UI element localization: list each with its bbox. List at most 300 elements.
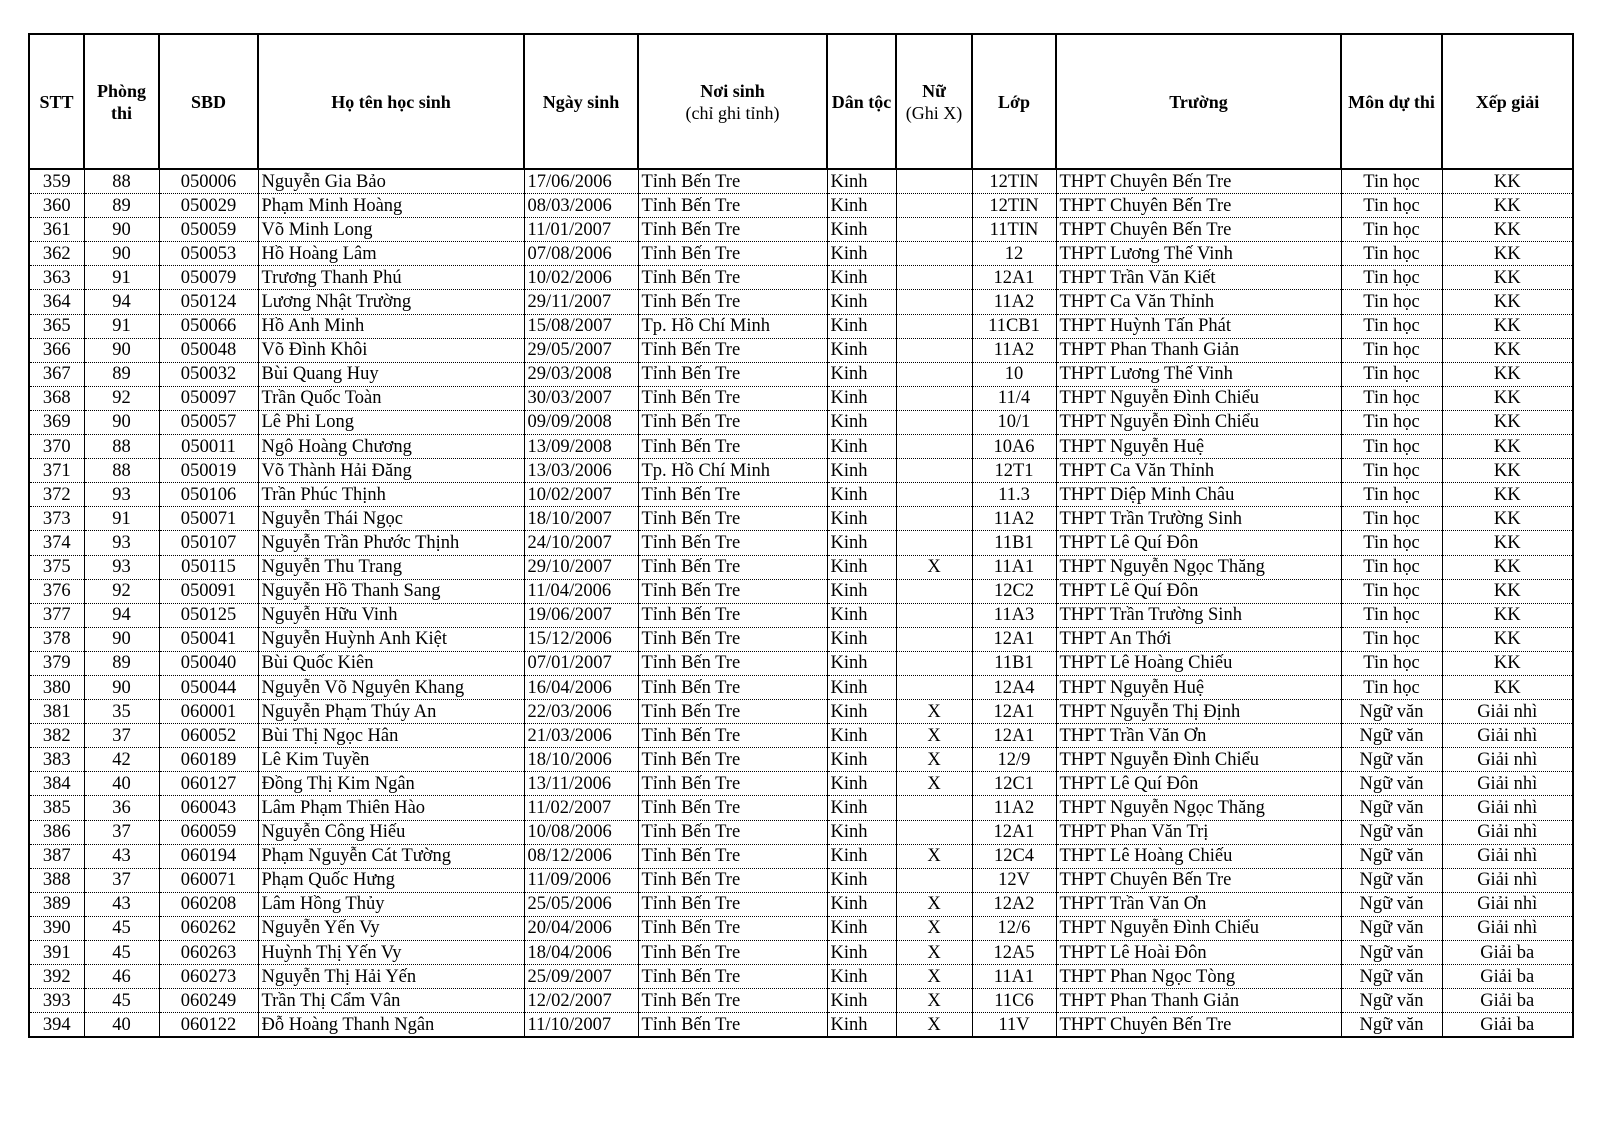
table-row (29, 892, 1573, 916)
table-row (29, 796, 1573, 820)
cell-truong: THPT Nguyễn Đình Chiểu (1056, 916, 1341, 940)
cell-stt: 375 (29, 555, 84, 579)
cell-truong: THPT Lê Hoàng Chiếu (1056, 844, 1341, 868)
header-dan-toc: Dân tộc (827, 34, 896, 169)
cell-stt: 379 (29, 651, 84, 675)
cell-nu: X (896, 724, 972, 748)
table-row (29, 844, 1573, 868)
cell-mon-du-thi: Tin học (1341, 290, 1442, 314)
cell-xep-giai: KK (1442, 651, 1573, 675)
cell-mon-du-thi: Tin học (1341, 627, 1442, 651)
header-nu (896, 34, 972, 169)
cell-ngay-sinh: 15/12/2006 (524, 627, 638, 651)
cell-dan-toc: Kinh (827, 965, 896, 989)
cell-nu (896, 796, 972, 820)
cell-stt: 365 (29, 314, 84, 338)
cell-nu: X (896, 916, 972, 940)
cell-noi-sinh: Tỉnh Bến Tre (638, 941, 827, 965)
cell-lop: 12C2 (972, 579, 1056, 603)
cell-nu: X (896, 844, 972, 868)
cell-nu (896, 386, 972, 410)
cell-truong: THPT Nguyễn Huệ (1056, 435, 1341, 459)
table-row (29, 820, 1573, 844)
cell-sbd: 060262 (159, 916, 258, 940)
cell-phong-thi: 46 (84, 965, 159, 989)
cell-noi-sinh: Tỉnh Bến Tre (638, 892, 827, 916)
cell-stt: 362 (29, 242, 84, 266)
cell-xep-giai: Giải ba (1442, 941, 1573, 965)
cell-xep-giai: Giải nhì (1442, 916, 1573, 940)
cell-dan-toc: Kinh (827, 844, 896, 868)
cell-mon-du-thi: Ngữ văn (1341, 1013, 1442, 1038)
cell-mon-du-thi: Tin học (1341, 266, 1442, 290)
cell-xep-giai: Giải nhì (1442, 892, 1573, 916)
cell-xep-giai: KK (1442, 555, 1573, 579)
cell-ngay-sinh: 15/08/2007 (524, 314, 638, 338)
cell-ngay-sinh: 18/04/2006 (524, 941, 638, 965)
cell-lop: 11A2 (972, 338, 1056, 362)
cell-dan-toc: Kinh (827, 555, 896, 579)
cell-xep-giai: Giải ba (1442, 989, 1573, 1013)
cell-phong-thi: 90 (84, 627, 159, 651)
table-row (29, 772, 1573, 796)
cell-sbd: 060194 (159, 844, 258, 868)
cell-phong-thi: 91 (84, 314, 159, 338)
cell-xep-giai: Giải ba (1442, 1013, 1573, 1038)
cell-stt: 394 (29, 1013, 84, 1038)
cell-xep-giai: KK (1442, 675, 1573, 699)
cell-lop: 11A2 (972, 796, 1056, 820)
cell-sbd: 050125 (159, 603, 258, 627)
cell-stt: 389 (29, 892, 84, 916)
cell-ho-ten: Nguyễn Công Hiếu (258, 820, 524, 844)
cell-noi-sinh: Tỉnh Bến Tre (638, 748, 827, 772)
cell-dan-toc: Kinh (827, 627, 896, 651)
cell-xep-giai: KK (1442, 218, 1573, 242)
cell-xep-giai: Giải ba (1442, 965, 1573, 989)
cell-stt: 388 (29, 868, 84, 892)
cell-ngay-sinh: 08/12/2006 (524, 844, 638, 868)
cell-nu (896, 435, 972, 459)
cell-sbd: 060127 (159, 772, 258, 796)
cell-truong: THPT Nguyễn Đình Chiểu (1056, 748, 1341, 772)
cell-xep-giai: KK (1442, 169, 1573, 194)
cell-stt: 392 (29, 965, 84, 989)
cell-sbd: 050079 (159, 266, 258, 290)
cell-ngay-sinh: 29/03/2008 (524, 362, 638, 386)
cell-xep-giai: KK (1442, 435, 1573, 459)
cell-lop: 11A2 (972, 290, 1056, 314)
cell-stt: 371 (29, 459, 84, 483)
cell-ho-ten: Phạm Nguyễn Cát Tường (258, 844, 524, 868)
cell-lop: 11TIN (972, 218, 1056, 242)
cell-sbd: 050107 (159, 531, 258, 555)
cell-sbd: 050019 (159, 459, 258, 483)
cell-sbd: 060043 (159, 796, 258, 820)
cell-noi-sinh: Tỉnh Bến Tre (638, 989, 827, 1013)
cell-ho-ten: Ngô Hoàng Chương (258, 435, 524, 459)
cell-mon-du-thi: Tin học (1341, 169, 1442, 194)
cell-ho-ten: Nguyễn Võ Nguyên Khang (258, 675, 524, 699)
cell-dan-toc: Kinh (827, 579, 896, 603)
table-row (29, 603, 1573, 627)
cell-phong-thi: 94 (84, 603, 159, 627)
cell-ngay-sinh: 29/05/2007 (524, 338, 638, 362)
table-body (29, 169, 1573, 1037)
table-row (29, 555, 1573, 579)
cell-ho-ten: Phạm Quốc Hưng (258, 868, 524, 892)
cell-dan-toc: Kinh (827, 242, 896, 266)
cell-ngay-sinh: 13/09/2008 (524, 435, 638, 459)
cell-sbd: 060052 (159, 724, 258, 748)
cell-noi-sinh: Tỉnh Bến Tre (638, 266, 827, 290)
cell-stt: 382 (29, 724, 84, 748)
cell-ngay-sinh: 08/03/2006 (524, 194, 638, 218)
cell-noi-sinh: Tỉnh Bến Tre (638, 1013, 827, 1038)
cell-stt: 391 (29, 941, 84, 965)
cell-ngay-sinh: 10/08/2006 (524, 820, 638, 844)
header-noi-sinh-note: (chỉ ghi tỉnh) (685, 102, 780, 123)
cell-mon-du-thi: Ngữ văn (1341, 989, 1442, 1013)
cell-phong-thi: 37 (84, 820, 159, 844)
cell-sbd: 050059 (159, 218, 258, 242)
cell-phong-thi: 90 (84, 338, 159, 362)
cell-truong: THPT Nguyễn Ngọc Thăng (1056, 796, 1341, 820)
cell-stt: 374 (29, 531, 84, 555)
header-phong-thi: Phòng thi (84, 34, 159, 169)
cell-lop: 12A1 (972, 700, 1056, 724)
cell-noi-sinh: Tp. Hồ Chí Minh (638, 459, 827, 483)
cell-truong: THPT Nguyễn Đình Chiểu (1056, 386, 1341, 410)
cell-lop: 10 (972, 362, 1056, 386)
cell-lop: 10/1 (972, 410, 1056, 434)
cell-ho-ten: Nguyễn Hữu Vinh (258, 603, 524, 627)
cell-ngay-sinh: 25/09/2007 (524, 965, 638, 989)
cell-nu (896, 194, 972, 218)
cell-dan-toc: Kinh (827, 531, 896, 555)
cell-stt: 369 (29, 410, 84, 434)
cell-truong: THPT Phan Văn Trị (1056, 820, 1341, 844)
cell-nu (896, 531, 972, 555)
cell-ho-ten: Trương Thanh Phú (258, 266, 524, 290)
cell-dan-toc: Kinh (827, 507, 896, 531)
cell-truong: THPT Chuyên Bến Tre (1056, 1013, 1341, 1038)
cell-ho-ten: Bùi Quang Huy (258, 362, 524, 386)
table-row (29, 724, 1573, 748)
table-row (29, 941, 1573, 965)
cell-truong: THPT Lê Hoài Đôn (1056, 941, 1341, 965)
header-nu-note: (Ghi X) (905, 102, 963, 123)
cell-stt: 385 (29, 796, 84, 820)
cell-xep-giai: KK (1442, 290, 1573, 314)
cell-dan-toc: Kinh (827, 314, 896, 338)
cell-nu (896, 675, 972, 699)
table-row (29, 314, 1573, 338)
cell-ho-ten: Võ Minh Long (258, 218, 524, 242)
cell-dan-toc: Kinh (827, 892, 896, 916)
cell-mon-du-thi: Tin học (1341, 194, 1442, 218)
cell-mon-du-thi: Tin học (1341, 410, 1442, 434)
cell-xep-giai: Giải nhì (1442, 772, 1573, 796)
cell-ngay-sinh: 09/09/2008 (524, 410, 638, 434)
cell-sbd: 060001 (159, 700, 258, 724)
cell-stt: 361 (29, 218, 84, 242)
cell-xep-giai: KK (1442, 531, 1573, 555)
cell-sbd: 050124 (159, 290, 258, 314)
table-row (29, 965, 1573, 989)
cell-mon-du-thi: Tin học (1341, 651, 1442, 675)
cell-ho-ten: Trần Thị Cẩm Vân (258, 989, 524, 1013)
cell-truong: THPT Trần Trường Sinh (1056, 603, 1341, 627)
cell-nu (896, 290, 972, 314)
cell-lop: 12TIN (972, 194, 1056, 218)
table-row (29, 651, 1573, 675)
cell-mon-du-thi: Ngữ văn (1341, 724, 1442, 748)
cell-truong: THPT Phan Thanh Giản (1056, 338, 1341, 362)
cell-truong: THPT Chuyên Bến Tre (1056, 194, 1341, 218)
cell-noi-sinh: Tỉnh Bến Tre (638, 868, 827, 892)
cell-mon-du-thi: Ngữ văn (1341, 892, 1442, 916)
table-row (29, 290, 1573, 314)
cell-stt: 390 (29, 916, 84, 940)
cell-mon-du-thi: Tin học (1341, 314, 1442, 338)
cell-stt: 366 (29, 338, 84, 362)
cell-ho-ten: Nguyễn Thu Trang (258, 555, 524, 579)
cell-stt: 367 (29, 362, 84, 386)
cell-phong-thi: 90 (84, 218, 159, 242)
cell-phong-thi: 91 (84, 507, 159, 531)
cell-dan-toc: Kinh (827, 1013, 896, 1038)
table-row (29, 194, 1573, 218)
cell-ngay-sinh: 18/10/2006 (524, 748, 638, 772)
cell-lop: 11A1 (972, 555, 1056, 579)
cell-mon-du-thi: Tin học (1341, 507, 1442, 531)
cell-truong: THPT Chuyên Bến Tre (1056, 218, 1341, 242)
cell-noi-sinh: Tỉnh Bến Tre (638, 700, 827, 724)
cell-truong: THPT Phan Ngọc Tòng (1056, 965, 1341, 989)
cell-truong: THPT Trần Văn Ơn (1056, 724, 1341, 748)
cell-noi-sinh: Tỉnh Bến Tre (638, 386, 827, 410)
cell-mon-du-thi: Tin học (1341, 555, 1442, 579)
cell-sbd: 050048 (159, 338, 258, 362)
cell-dan-toc: Kinh (827, 386, 896, 410)
cell-nu: X (896, 989, 972, 1013)
cell-xep-giai: KK (1442, 483, 1573, 507)
cell-sbd: 060071 (159, 868, 258, 892)
cell-xep-giai: KK (1442, 507, 1573, 531)
cell-lop: 11A3 (972, 603, 1056, 627)
cell-sbd: 050057 (159, 410, 258, 434)
cell-phong-thi: 45 (84, 941, 159, 965)
cell-noi-sinh: Tỉnh Bến Tre (638, 820, 827, 844)
cell-ho-ten: Nguyễn Phạm Thúy An (258, 700, 524, 724)
cell-truong: THPT Ca Văn Thỉnh (1056, 290, 1341, 314)
cell-dan-toc: Kinh (827, 459, 896, 483)
table-row (29, 459, 1573, 483)
cell-stt: 378 (29, 627, 84, 651)
cell-lop: 12A2 (972, 892, 1056, 916)
cell-lop: 11B1 (972, 651, 1056, 675)
cell-sbd: 060189 (159, 748, 258, 772)
cell-noi-sinh: Tỉnh Bến Tre (638, 507, 827, 531)
cell-truong: THPT Chuyên Bến Tre (1056, 868, 1341, 892)
cell-lop: 12C4 (972, 844, 1056, 868)
cell-dan-toc: Kinh (827, 266, 896, 290)
cell-lop: 12V (972, 868, 1056, 892)
cell-nu (896, 362, 972, 386)
cell-mon-du-thi: Tin học (1341, 483, 1442, 507)
cell-ho-ten: Huỳnh Thị Yến Vy (258, 941, 524, 965)
cell-ngay-sinh: 29/10/2007 (524, 555, 638, 579)
cell-phong-thi: 37 (84, 724, 159, 748)
cell-mon-du-thi: Tin học (1341, 242, 1442, 266)
table-row (29, 675, 1573, 699)
cell-ngay-sinh: 10/02/2007 (524, 483, 638, 507)
cell-phong-thi: 88 (84, 435, 159, 459)
cell-nu (896, 651, 972, 675)
cell-ngay-sinh: 13/03/2006 (524, 459, 638, 483)
cell-ngay-sinh: 30/03/2007 (524, 386, 638, 410)
cell-ngay-sinh: 16/04/2006 (524, 675, 638, 699)
cell-dan-toc: Kinh (827, 724, 896, 748)
cell-ngay-sinh: 10/02/2006 (524, 266, 638, 290)
cell-truong: THPT Lê Hoàng Chiếu (1056, 651, 1341, 675)
cell-ho-ten: Bùi Quốc Kiên (258, 651, 524, 675)
cell-mon-du-thi: Ngữ văn (1341, 748, 1442, 772)
cell-sbd: 050071 (159, 507, 258, 531)
cell-noi-sinh: Tỉnh Bến Tre (638, 965, 827, 989)
cell-truong: THPT Lê Quí Đôn (1056, 531, 1341, 555)
cell-noi-sinh: Tỉnh Bến Tre (638, 724, 827, 748)
cell-nu (896, 242, 972, 266)
cell-ho-ten: Lâm Phạm Thiên Hào (258, 796, 524, 820)
cell-mon-du-thi: Tin học (1341, 435, 1442, 459)
header-ho-ten: Họ tên học sinh (258, 34, 524, 169)
cell-nu: X (896, 772, 972, 796)
cell-lop: 11A1 (972, 965, 1056, 989)
cell-truong: THPT Trần Trường Sinh (1056, 507, 1341, 531)
cell-mon-du-thi: Tin học (1341, 579, 1442, 603)
cell-ngay-sinh: 17/06/2006 (524, 169, 638, 194)
cell-nu: X (896, 941, 972, 965)
cell-stt: 380 (29, 675, 84, 699)
cell-dan-toc: Kinh (827, 483, 896, 507)
cell-phong-thi: 89 (84, 194, 159, 218)
cell-dan-toc: Kinh (827, 820, 896, 844)
cell-sbd: 050053 (159, 242, 258, 266)
table-row (29, 507, 1573, 531)
cell-noi-sinh: Tỉnh Bến Tre (638, 844, 827, 868)
table-row (29, 362, 1573, 386)
cell-nu (896, 314, 972, 338)
header-lop: Lớp (972, 34, 1056, 169)
cell-lop: 12A1 (972, 627, 1056, 651)
cell-xep-giai: KK (1442, 386, 1573, 410)
table-row (29, 700, 1573, 724)
cell-sbd: 050011 (159, 435, 258, 459)
cell-phong-thi: 90 (84, 675, 159, 699)
cell-nu (896, 410, 972, 434)
cell-phong-thi: 94 (84, 290, 159, 314)
cell-sbd: 050040 (159, 651, 258, 675)
cell-noi-sinh: Tỉnh Bến Tre (638, 531, 827, 555)
cell-sbd: 060249 (159, 989, 258, 1013)
cell-sbd: 050044 (159, 675, 258, 699)
cell-truong: THPT An Thới (1056, 627, 1341, 651)
cell-dan-toc: Kinh (827, 218, 896, 242)
cell-nu: X (896, 555, 972, 579)
cell-xep-giai: Giải nhì (1442, 724, 1573, 748)
cell-xep-giai: Giải nhì (1442, 844, 1573, 868)
cell-truong: THPT Chuyên Bến Tre (1056, 169, 1341, 194)
cell-stt: 363 (29, 266, 84, 290)
cell-nu: X (896, 700, 972, 724)
cell-sbd: 060059 (159, 820, 258, 844)
cell-nu (896, 627, 972, 651)
cell-lop: 11.3 (972, 483, 1056, 507)
cell-noi-sinh: Tỉnh Bến Tre (638, 194, 827, 218)
cell-lop: 12/6 (972, 916, 1056, 940)
table-row (29, 338, 1573, 362)
cell-nu (896, 603, 972, 627)
cell-phong-thi: 91 (84, 266, 159, 290)
cell-lop: 12 (972, 242, 1056, 266)
table-row (29, 483, 1573, 507)
cell-phong-thi: 93 (84, 531, 159, 555)
cell-xep-giai: KK (1442, 579, 1573, 603)
cell-ho-ten: Nguyễn Thái Ngọc (258, 507, 524, 531)
cell-xep-giai: Giải nhì (1442, 820, 1573, 844)
cell-stt: 386 (29, 820, 84, 844)
cell-xep-giai: KK (1442, 410, 1573, 434)
table-row (29, 916, 1573, 940)
cell-ngay-sinh: 11/04/2006 (524, 579, 638, 603)
cell-mon-du-thi: Ngữ văn (1341, 941, 1442, 965)
cell-phong-thi: 43 (84, 844, 159, 868)
table-row (29, 386, 1573, 410)
cell-xep-giai: KK (1442, 242, 1573, 266)
cell-ho-ten: Nguyễn Huỳnh Anh Kiệt (258, 627, 524, 651)
cell-phong-thi: 93 (84, 555, 159, 579)
cell-truong: THPT Huỳnh Tấn Phát (1056, 314, 1341, 338)
cell-ho-ten: Lương Nhật Trường (258, 290, 524, 314)
cell-phong-thi: 35 (84, 700, 159, 724)
cell-xep-giai: Giải nhì (1442, 868, 1573, 892)
cell-noi-sinh: Tỉnh Bến Tre (638, 796, 827, 820)
cell-sbd: 050066 (159, 314, 258, 338)
cell-stt: 381 (29, 700, 84, 724)
cell-ho-ten: Nguyễn Gia Bảo (258, 169, 524, 194)
cell-phong-thi: 89 (84, 362, 159, 386)
table-row (29, 242, 1573, 266)
table-row (29, 531, 1573, 555)
cell-noi-sinh: Tỉnh Bến Tre (638, 483, 827, 507)
cell-truong: THPT Diệp Minh Châu (1056, 483, 1341, 507)
cell-mon-du-thi: Ngữ văn (1341, 772, 1442, 796)
cell-sbd: 050041 (159, 627, 258, 651)
cell-sbd: 050029 (159, 194, 258, 218)
cell-noi-sinh: Tỉnh Bến Tre (638, 916, 827, 940)
cell-sbd: 060263 (159, 941, 258, 965)
cell-sbd: 060122 (159, 1013, 258, 1038)
cell-nu: X (896, 1013, 972, 1038)
table-row (29, 868, 1573, 892)
cell-ho-ten: Lê Kim Tuyền (258, 748, 524, 772)
header-truong: Trường (1056, 34, 1341, 169)
cell-lop: 12A1 (972, 266, 1056, 290)
cell-dan-toc: Kinh (827, 700, 896, 724)
cell-mon-du-thi: Tin học (1341, 218, 1442, 242)
